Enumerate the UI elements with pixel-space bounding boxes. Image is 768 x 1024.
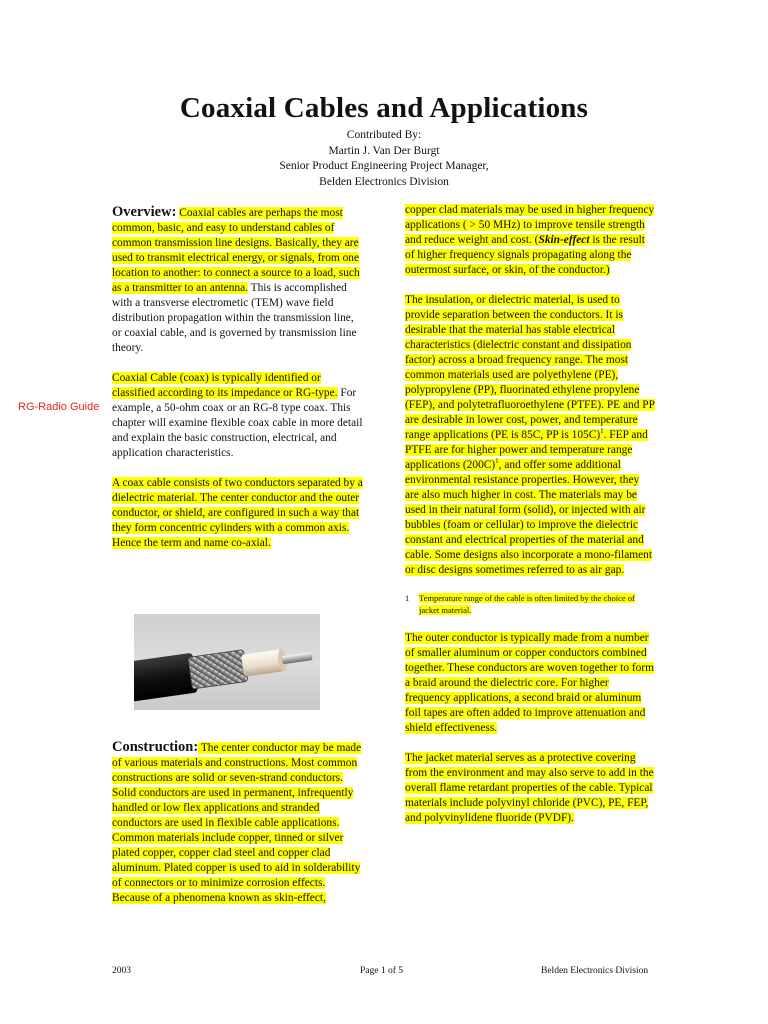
- footer-year: 2003: [112, 966, 131, 976]
- document-title: Coaxial Cables and Applications: [179, 92, 589, 124]
- body-text: copper clad materials may be used in higher frequency applications ( > 50 MHz) to improve tensile strength and reduce weight and cost. (: [405, 204, 655, 246]
- highlighted-text: The outer conductor is typically made from a number of smaller aluminum or copper conductors combined together. These conductors are woven together to form a braid around the dielectric core. For higher frequency applications, a second braid or aluminum foil tapes are often added to improve attenuation and shield effectiveness.: [405, 632, 655, 734]
- body-text: is the result of higher frequency signals propagating along the outermost surface, or skin, of the conductor.): [405, 234, 645, 276]
- highlighted-text: [405, 294, 655, 576]
- footer-company: Belden Electronics Division: [541, 966, 649, 976]
- footnote-text: Temperature range of the cable is often limited by the choice of jacket material.: [419, 593, 635, 615]
- author-byline: [0, 128, 768, 190]
- overview-paragraph: [112, 205, 364, 356]
- byline-line: Martin J. Van Der Burgt: [328, 144, 440, 157]
- footnote: [405, 592, 655, 616]
- construction-paragraph: [112, 740, 364, 906]
- highlighted-text: A coax cable consists of two conductors separated by a dielectric material. The center conductor and the outer conductor, or shield, are configured in such a way that they form concentric cylinders with a common axis. Hence the term and name co-axial.: [112, 477, 363, 549]
- outer-conductor-paragraph: [405, 631, 655, 736]
- coax-classification-paragraph: [112, 371, 364, 461]
- construction-heading: Construction:: [112, 739, 199, 755]
- skin-effect-paragraph: [405, 203, 655, 278]
- dielectric-paragraph: [405, 293, 655, 578]
- body-text: , and offer some additional environmental resistance properties. However, they are also much higher in cost. The materials may be used in their natural form (solid), or injected with air bubbles (foam or cellular) to improve the dielectric constant and electrical properties of the material and cable. Some designs also incorporate a mono-filament or disc designs sometimes referred to as air gap.: [405, 459, 653, 576]
- margin-annotation: RG-Radio Guide: [18, 401, 100, 413]
- right-column: [405, 203, 655, 826]
- footer-page-number: Page 1 of 5: [360, 966, 404, 976]
- coax-structure-paragraph: [112, 476, 364, 551]
- left-column: [112, 205, 364, 551]
- highlighted-text: Coaxial cables are perhaps the most common, basic, and easy to understand cables of common transmission line designs. Basically, they are used to transmit electrical energy, or signals, from one location to another: to connect a source to a load, such as a transmitter to an antenna.: [112, 207, 360, 294]
- coax-cable-illustration: [134, 614, 320, 710]
- byline-line: Senior Product Engineering Project Manager,: [279, 160, 489, 172]
- highlighted-text: Coaxial Cable (coax) is typically identified or classified according to its impedance or RG-type.: [112, 372, 338, 399]
- body-text: The insulation, or dielectric material, is used to provide separation between the conductors. It is desirable that the material has stable electrical characteristics (dielectric constant and dissipation factor) across a broad frequency range. The most common materials used are polyethylene (PE), polypropylene (PP), fluorinated ethylene propylene (FEP), and polytetrafluoroethylene (PTFE). PE and PP are desirable in lower cost, power, and temperature range applications (PE is 85C, PP is 105C): [405, 294, 655, 441]
- highlighted-text: [405, 204, 654, 276]
- coax-cable-photo: [134, 614, 320, 710]
- footnote-ref: 1: [600, 427, 604, 436]
- jacket-paragraph: [405, 751, 655, 826]
- skin-effect-term: Skin-effect: [538, 234, 590, 246]
- body-text: . FEP and PTFE are for higher power and temperature range applications (200C): [405, 429, 648, 471]
- highlighted-text: The jacket material serves as a protective covering from the environment and may also serve to add in the overall flame retardant properties of the cable. Typical materials include polyvinyl chloride (PVC), PE, FEP, and polyvinylidene fluoride (PVDF).: [405, 752, 654, 824]
- construction-section: [112, 740, 364, 906]
- footnote-ref: 1: [495, 457, 499, 466]
- byline-line: Belden Electronics Division: [319, 175, 449, 188]
- byline-line: Contributed By:: [346, 129, 422, 141]
- footnote-number: 1: [405, 593, 410, 603]
- body-text: For example, a 50-ohm coax or an RG-8 type coax. This chapter will examine flexible coax cable in more detail and explain the basic construction, electrical, and application characteristics.: [112, 387, 363, 459]
- highlighted-text: The center conductor may be made of various materials and constructions. Most common constructions are solid or seven-strand conductors. Solid conductors are used in permanent, infrequently handled or low flex applications and stranded conductors are used in flexible cable applications. Common materials include copper, tinned or silver plated copper, copper clad steel and copper clad aluminum. Plated copper is used to aid in solderability of connectors or to minimize corrosion effects. Because of a phenomena known as skin-effect,: [112, 742, 362, 904]
- overview-heading: Overview:: [112, 204, 177, 220]
- body-text: This is accomplished with a transverse electrometic (TEM) wave field distribution propagation within the transmission line, or coaxial cable, and is governed by transmission line theory.: [112, 282, 357, 354]
